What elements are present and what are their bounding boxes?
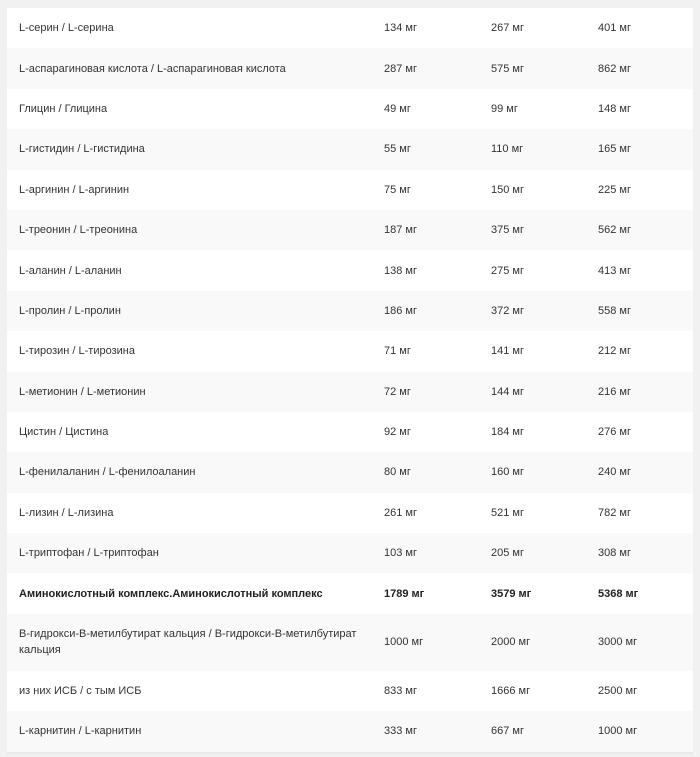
ingredient-name-cell: L-фенилаланин / L-фенилоаланин xyxy=(7,452,372,492)
amount-cell-2: 667 мг xyxy=(479,711,586,751)
amount-cell-2: 110 мг xyxy=(479,129,586,169)
amount-cell-1: 55 мг xyxy=(372,129,479,169)
ingredient-name-cell: L-аланин / L-аланин xyxy=(7,250,372,290)
ingredient-name-cell: L-триптофан / L-триптофан xyxy=(7,533,372,573)
table-row xyxy=(7,210,693,250)
amount-cell-1: 1789 мг xyxy=(372,573,479,613)
table-row xyxy=(7,129,693,169)
amount-cell-2: 184 мг xyxy=(479,412,586,452)
table-row xyxy=(7,493,693,533)
amount-cell-1: 49 мг xyxy=(372,89,479,129)
amount-cell-3: 413 мг xyxy=(586,250,693,290)
table-row xyxy=(7,412,693,452)
amount-cell-1: 187 мг xyxy=(372,210,479,250)
table-row xyxy=(7,8,693,48)
table-row xyxy=(7,331,693,371)
amount-cell-1: 71 мг xyxy=(372,331,479,371)
table-body xyxy=(7,8,693,752)
ingredient-name-cell: L-серин / L-серина xyxy=(7,8,372,48)
amount-cell-3: 276 мг xyxy=(586,412,693,452)
table-row xyxy=(7,533,693,573)
table-row xyxy=(7,671,693,711)
ingredient-name-cell: Цистин / Цистина xyxy=(7,412,372,452)
ingredient-name-cell: L-метионин / L-метионин xyxy=(7,372,372,412)
amount-cell-3: 1000 мг xyxy=(586,711,693,751)
amount-cell-1: 138 мг xyxy=(372,250,479,290)
ingredient-name-cell: L-треонин / L-треонина xyxy=(7,210,372,250)
amount-cell-3: 308 мг xyxy=(586,533,693,573)
amount-cell-2: 160 мг xyxy=(479,452,586,492)
amount-cell-1: 75 мг xyxy=(372,170,479,210)
table-row xyxy=(7,250,693,290)
amount-cell-2: 150 мг xyxy=(479,170,586,210)
amount-cell-3: 212 мг xyxy=(586,331,693,371)
amount-cell-1: 333 мг xyxy=(372,711,479,751)
amount-cell-3: 401 мг xyxy=(586,8,693,48)
amount-cell-2: 141 мг xyxy=(479,331,586,371)
amount-cell-3: 782 мг xyxy=(586,493,693,533)
ingredient-name-cell: Аминокислотный комплекс.Аминокислотный комплекс xyxy=(7,573,372,613)
amount-cell-2: 3579 мг xyxy=(479,573,586,613)
amount-cell-2: 144 мг xyxy=(479,372,586,412)
ingredient-name-cell: L-пролин / L-пролин xyxy=(7,291,372,331)
ingredient-name-cell: L-карнитин / L-карнитин xyxy=(7,711,372,751)
amount-cell-3: 2500 мг xyxy=(586,671,693,711)
amount-cell-2: 575 мг xyxy=(479,48,586,88)
table-row xyxy=(7,711,693,751)
table-row-total xyxy=(7,573,693,613)
amount-cell-1: 261 мг xyxy=(372,493,479,533)
amount-cell-3: 148 мг xyxy=(586,89,693,129)
amount-cell-3: 240 мг xyxy=(586,452,693,492)
ingredient-name-cell: из них ИСБ / с тым ИСБ xyxy=(7,671,372,711)
amount-cell-3: 3000 мг xyxy=(586,614,693,671)
ingredient-name-cell: L-аргинин / L-аргинин xyxy=(7,170,372,210)
amount-cell-1: 103 мг xyxy=(372,533,479,573)
table-row xyxy=(7,614,693,671)
ingredient-name-cell: L-лизин / L-лизина xyxy=(7,493,372,533)
amount-cell-1: 833 мг xyxy=(372,671,479,711)
amount-cell-1: 1000 мг xyxy=(372,614,479,671)
amount-cell-3: 862 мг xyxy=(586,48,693,88)
amount-cell-2: 205 мг xyxy=(479,533,586,573)
amount-cell-1: 72 мг xyxy=(372,372,479,412)
ingredient-name-cell: L-аспарагиновая кислота / L-аспарагиновая кислота xyxy=(7,48,372,88)
table-row xyxy=(7,89,693,129)
amount-cell-2: 99 мг xyxy=(479,89,586,129)
amount-cell-2: 375 мг xyxy=(479,210,586,250)
amount-cell-3: 562 мг xyxy=(586,210,693,250)
table-row xyxy=(7,372,693,412)
table-row xyxy=(7,48,693,88)
amount-cell-2: 1666 мг xyxy=(479,671,586,711)
ingredient-name-cell: Глицин / Глицина xyxy=(7,89,372,129)
amount-cell-3: 225 мг xyxy=(586,170,693,210)
amount-cell-1: 186 мг xyxy=(372,291,479,331)
amount-cell-3: 5368 мг xyxy=(586,573,693,613)
amount-cell-3: 558 мг xyxy=(586,291,693,331)
table-row xyxy=(7,170,693,210)
amount-cell-2: 2000 мг xyxy=(479,614,586,671)
amount-cell-2: 372 мг xyxy=(479,291,586,331)
ingredient-name-cell: L-тирозин / L-тирозина xyxy=(7,331,372,371)
amount-cell-3: 216 мг xyxy=(586,372,693,412)
nutrition-table-container xyxy=(7,8,693,754)
amount-cell-2: 275 мг xyxy=(479,250,586,290)
amount-cell-1: 80 мг xyxy=(372,452,479,492)
ingredient-name-cell: L-гистидин / L-гистидина xyxy=(7,129,372,169)
table-bottom-border xyxy=(7,752,693,754)
ingredient-name-cell: В-гидрокси-В-метилбутират кальция / В-гидрокси-В-метилбутират кальция xyxy=(7,614,372,671)
amount-cell-1: 134 мг xyxy=(372,8,479,48)
amount-cell-1: 92 мг xyxy=(372,412,479,452)
table-row xyxy=(7,452,693,492)
amount-cell-2: 267 мг xyxy=(479,8,586,48)
amino-acid-table xyxy=(7,8,693,752)
amount-cell-2: 521 мг xyxy=(479,493,586,533)
amount-cell-3: 165 мг xyxy=(586,129,693,169)
amount-cell-1: 287 мг xyxy=(372,48,479,88)
table-row xyxy=(7,291,693,331)
